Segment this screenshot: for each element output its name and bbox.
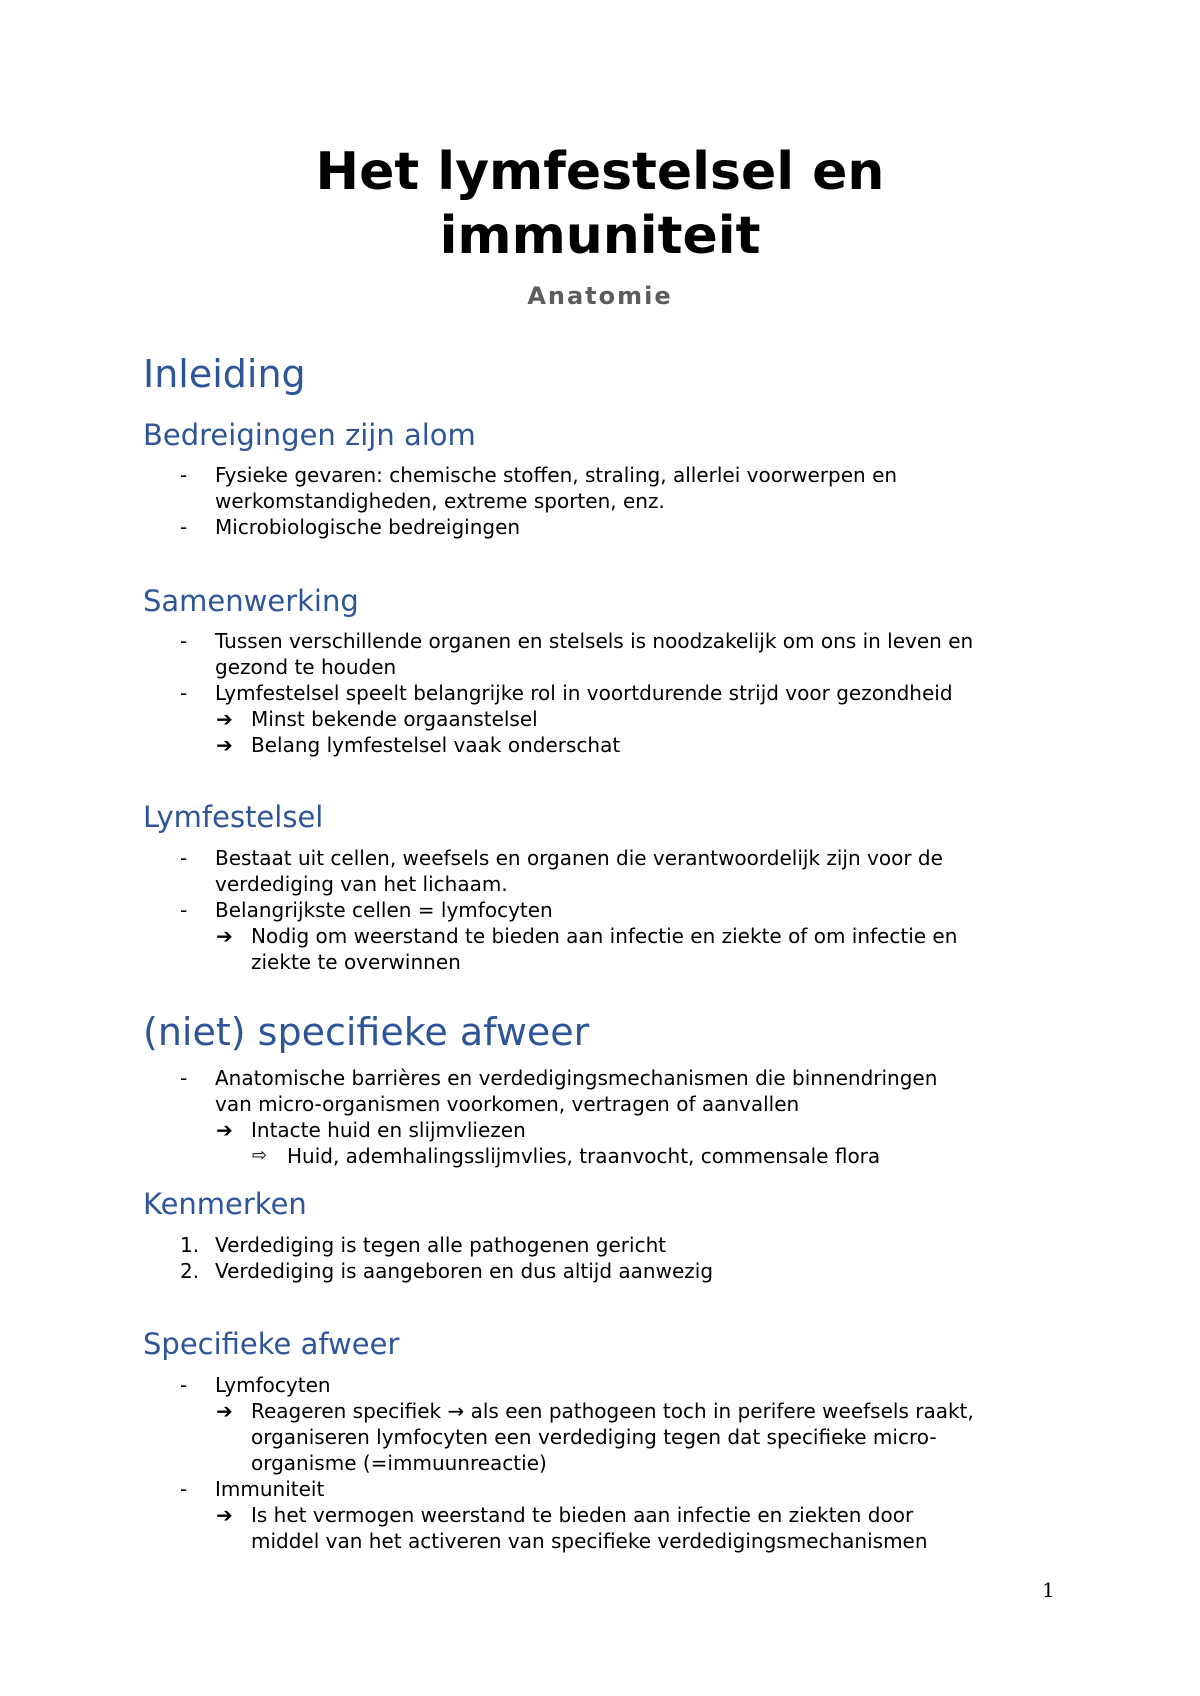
list-item: Nodig om weerstand te bieden aan infectie en ziekte of om infectie en xyxy=(251,924,958,948)
list-item: Bestaat uit cellen, weefsels en organen die verantwoordelijk zijn voor de xyxy=(215,846,943,870)
document-subtitle: Anatomie xyxy=(527,282,673,310)
list-item: Intacte huid en slijmvliezen xyxy=(251,1118,526,1142)
heading-inleiding: Inleiding xyxy=(143,352,306,396)
list-item: werkomstandigheden, extreme sporten, enz. xyxy=(215,489,665,513)
document-title xyxy=(0,140,1200,268)
list-item: Microbiologische bedreigingen xyxy=(215,515,521,539)
list-number: 2. xyxy=(180,1259,200,1283)
list-item: Immuniteit xyxy=(215,1477,325,1501)
list-item: Fysieke gevaren: chemische stoffen, straling, allerlei voorwerpen en xyxy=(215,463,898,487)
heading-specifieke-afweer: Specifieke afweer xyxy=(143,1327,400,1361)
list-item: Minst bekende orgaanstelsel xyxy=(251,707,538,731)
list-item: Lymfocyten xyxy=(215,1373,331,1397)
bullet-dash: - xyxy=(180,898,188,922)
arrow-right-icon: ➔ xyxy=(216,1118,233,1142)
arrow-right-icon: ➔ xyxy=(216,924,233,948)
list-item: Tussen verschillende organen en stelsels is noodzakelijk om ons in leven en xyxy=(215,629,974,653)
bullet-dash: - xyxy=(180,515,188,539)
heading-lymfestelsel: Lymfestelsel xyxy=(143,800,324,834)
heading-niet-specifieke-afweer: (niet) specifieke afweer xyxy=(143,1010,590,1054)
list-item: Belangrijkste cellen = lymfocyten xyxy=(215,898,553,922)
list-item: Huid, ademhalingsslijmvlies, traanvocht, commensale flora xyxy=(287,1144,881,1168)
list-item: organiseren lymfocyten een verdediging tegen dat specifieke micro- xyxy=(251,1425,937,1449)
list-item: Is het vermogen weerstand te bieden aan infectie en ziekten door xyxy=(251,1503,914,1527)
bullet-dash: - xyxy=(180,463,188,487)
list-item: Belang lymfestelsel vaak onderschat xyxy=(251,733,621,757)
hollow-arrow-icon: ⇨ xyxy=(252,1145,268,1166)
bullet-dash: - xyxy=(180,629,188,653)
bullet-dash: - xyxy=(180,1477,188,1501)
list-item: Verdediging is tegen alle pathogenen gericht xyxy=(215,1233,667,1257)
title-line-2: immuniteit xyxy=(439,206,761,266)
bullet-dash: - xyxy=(180,1066,188,1090)
bullet-dash: - xyxy=(180,1373,188,1397)
arrow-right-icon: ➔ xyxy=(216,707,233,731)
heading-kenmerken: Kenmerken xyxy=(143,1187,307,1221)
list-item: organisme (=immuunreactie) xyxy=(251,1451,547,1475)
heading-bedreigingen: Bedreigingen zijn alom xyxy=(143,418,476,452)
title-line-1: Het lymfestelsel en xyxy=(315,142,885,202)
list-item: Anatomische barrières en verdedigingsmechanismen die binnendringen xyxy=(215,1066,938,1090)
list-item: Lymfestelsel speelt belangrijke rol in voortdurende strijd voor gezondheid xyxy=(215,681,953,705)
list-item: Verdediging is aangeboren en dus altijd aanwezig xyxy=(215,1259,714,1283)
list-item: gezond te houden xyxy=(215,655,397,679)
list-item: van micro-organismen voorkomen, vertragen of aanvallen xyxy=(215,1092,800,1116)
bullet-dash: - xyxy=(180,681,188,705)
list-item: Reageren specifiek → als een pathogeen toch in perifere weefsels raakt, xyxy=(251,1399,974,1423)
arrow-right-icon: ➔ xyxy=(216,1503,233,1527)
list-item: ziekte te overwinnen xyxy=(251,950,461,974)
list-item: verdediging van het lichaam. xyxy=(215,872,508,896)
list-item: middel van het activeren van specifieke verdedigingsmechanismen xyxy=(251,1529,928,1553)
arrow-right-icon: ➔ xyxy=(216,733,233,757)
heading-samenwerking: Samenwerking xyxy=(143,584,359,618)
list-number: 1. xyxy=(180,1233,200,1257)
arrow-right-icon: ➔ xyxy=(216,1399,233,1423)
page-number: 1 xyxy=(1042,1578,1055,1602)
bullet-dash: - xyxy=(180,846,188,870)
